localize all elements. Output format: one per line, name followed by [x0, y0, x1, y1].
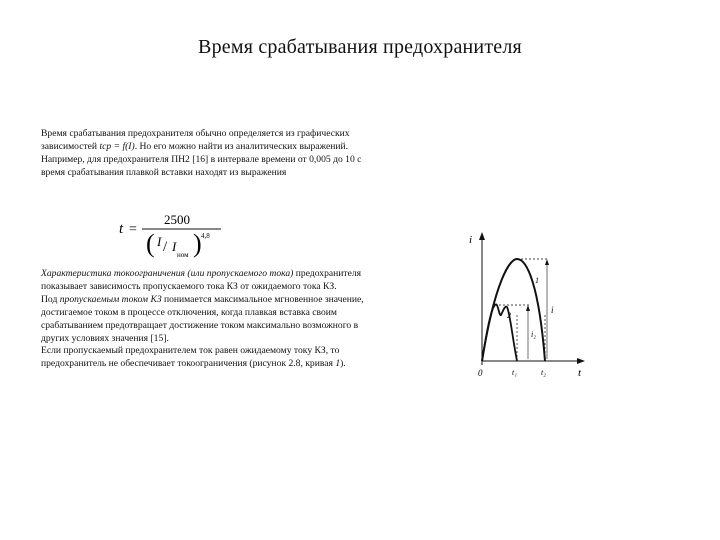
curve-2-limited-current: [482, 304, 517, 361]
intro-text-part2: . Но его можно найти из аналитических выражений. Например, для предохранителя ПН2 [16] в интервале времени от 0,005 до 10 с время срабатывания плавкой вставки находят из выражения: [41, 140, 362, 178]
page-title: Время срабатывания предохранителя: [198, 36, 522, 58]
curve-2-label: 2: [507, 311, 511, 320]
curve-1-label: 1: [535, 276, 539, 285]
fuse-time-formula: [117, 202, 227, 262]
limitation-sentence-1: [41, 268, 381, 294]
formula-lhs: t: [119, 221, 124, 237]
limitation-term: Характеристика токоограничения (или пропускаемого тока): [41, 268, 294, 279]
intro-text: [41, 128, 381, 180]
formula-exponent: 4,8: [201, 232, 210, 240]
intro-paragraph: [41, 128, 381, 180]
formula-equals: =: [129, 222, 137, 237]
passed-current-prefix: Под: [41, 293, 60, 305]
i2-label: i₂: [531, 330, 537, 339]
no-limitation-text: Если пропускаемый предохранителем ток равен ожидаемому току КЗ, то предохранитель не обеспечивает токоограничения (рисунок 2.8, кривая: [41, 345, 340, 370]
current-limitation-figure: [455, 225, 595, 380]
no-limitation-end: ).: [340, 358, 346, 370]
curve-ref: 1: [335, 358, 341, 370]
x-axis-arrow-icon: [577, 358, 585, 364]
limitation-paragraph: [41, 268, 381, 371]
limitation-text: предохранителя показывает зависимость пропускаемого тока КЗ от ожидаемого тока КЗ.: [41, 268, 362, 292]
intro-text-part1: Время срабатывания предохранителя обычно определяется из графических зависимостей: [41, 128, 350, 152]
formula-slash: /: [163, 239, 168, 255]
t2-label: t₂: [541, 368, 547, 377]
formula-var-inom: I: [172, 239, 177, 254]
formula-sub-nom: ном: [177, 251, 189, 259]
t1-label: t₁: [512, 368, 518, 377]
origin-label: 0: [478, 368, 483, 378]
formula-right-paren: ): [193, 229, 202, 258]
formula-numerator: 2500: [164, 212, 190, 227]
passed-current-term: пропускаемым током КЗ: [59, 293, 162, 305]
limitation-sentence-2: [41, 294, 381, 346]
formula-var-i: I: [157, 234, 162, 249]
formula-left-paren: (: [146, 229, 155, 258]
limitation-sentence-3: [41, 345, 381, 371]
intro-text-formula: tср = f(I): [99, 140, 135, 152]
passed-current-text: понимается максимальное мгновенное значение, достигаемое током в процессе отключения, когда плавкая вставка своим срабатыванием предотвращает достижение током максимально возможного в других условиях значения [15].: [41, 293, 364, 344]
i2-dimension-arrow-icon: [526, 305, 530, 311]
i1-dimension-arrow-icon: [545, 259, 549, 265]
y-axis-arrow-icon: [479, 232, 485, 240]
y-axis-label: i: [469, 234, 473, 246]
x-axis-label: t: [578, 367, 582, 379]
i1-label: i: [551, 305, 554, 315]
